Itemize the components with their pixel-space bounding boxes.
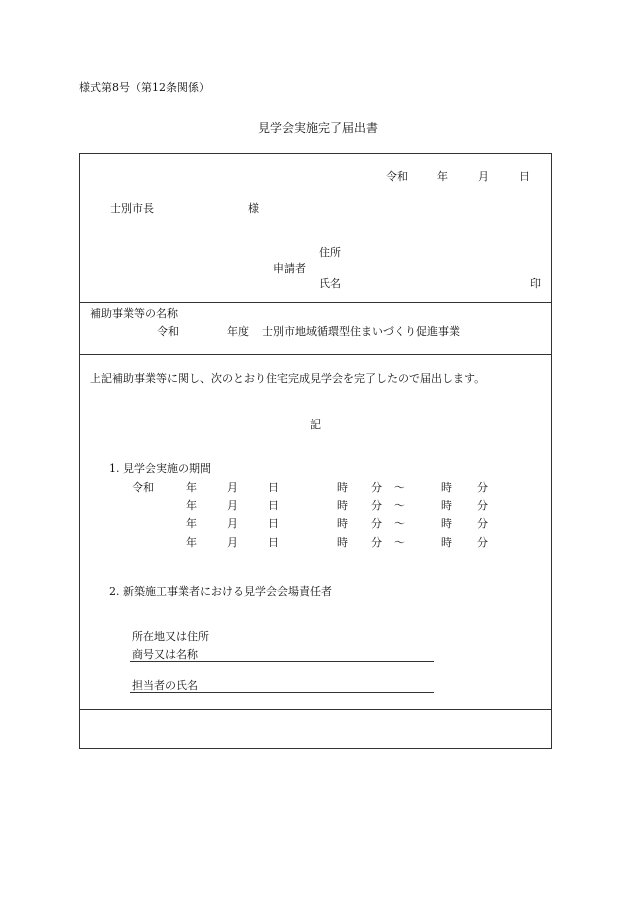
period-minute-end: 分 xyxy=(477,517,488,530)
date-month: 月 xyxy=(478,170,489,183)
divider-project xyxy=(79,354,552,355)
period-minute-end: 分 xyxy=(477,481,488,494)
period-month: 月 xyxy=(227,499,238,512)
location-label: 所在地又は住所 xyxy=(132,630,209,643)
divider-header xyxy=(79,302,552,303)
company-label: 商号又は名称 xyxy=(132,648,198,661)
period-day: 日 xyxy=(268,481,279,494)
addressee-honorific: 様 xyxy=(248,202,259,215)
project-label: 補助事業等の名称 xyxy=(90,307,178,320)
section1-heading: 1. 見学会実施の期間 xyxy=(109,462,211,475)
date-era: 令和 xyxy=(386,170,408,183)
project-fiscal-year: 年度 xyxy=(227,325,249,338)
period-year: 年 xyxy=(186,499,197,512)
section2-heading: 2. 新築施工事業者における見学会会場責任者 xyxy=(109,585,332,598)
applicant-seal: 印 xyxy=(530,277,541,290)
document-title: 見学会実施完了届出書 xyxy=(258,121,379,135)
period-minute-end: 分 xyxy=(477,536,488,549)
period-minute-start: 分 xyxy=(371,536,382,549)
period-year: 年 xyxy=(186,536,197,549)
person-label: 担当者の氏名 xyxy=(132,679,198,692)
period-day: 日 xyxy=(268,536,279,549)
period-hour-start: 時 xyxy=(337,517,348,530)
period-hour-end: 時 xyxy=(441,481,452,494)
period-tilde: ～ xyxy=(394,517,405,530)
period-minute-end: 分 xyxy=(477,499,488,512)
ki-heading: 記 xyxy=(310,418,321,431)
period-month: 月 xyxy=(227,517,238,530)
company-underline xyxy=(130,661,434,662)
period-hour-start: 時 xyxy=(337,499,348,512)
addressee-mayor: 士別市長 xyxy=(110,202,154,215)
applicant-label: 申請者 xyxy=(273,262,306,275)
period-hour-end: 時 xyxy=(441,517,452,530)
period-month: 月 xyxy=(227,481,238,494)
project-name: 士別市地域循環型住まいづくり促進事業 xyxy=(262,325,460,338)
period-minute-start: 分 xyxy=(371,481,382,494)
period-day: 日 xyxy=(268,499,279,512)
applicant-address-label: 住所 xyxy=(319,246,341,259)
date-day: 日 xyxy=(519,170,530,183)
period-minute-start: 分 xyxy=(371,499,382,512)
applicant-name-label: 氏名 xyxy=(319,277,341,290)
period-tilde: ～ xyxy=(394,481,405,494)
period-hour-start: 時 xyxy=(337,536,348,549)
person-underline xyxy=(130,692,434,693)
period-month: 月 xyxy=(227,536,238,549)
date-year: 年 xyxy=(437,170,448,183)
project-era: 令和 xyxy=(157,325,179,338)
period-tilde: ～ xyxy=(394,536,405,549)
period-hour-end: 時 xyxy=(441,499,452,512)
period-year: 年 xyxy=(186,517,197,530)
period-hour-start: 時 xyxy=(337,481,348,494)
period-year: 年 xyxy=(186,481,197,494)
period-day: 日 xyxy=(268,517,279,530)
period-hour-end: 時 xyxy=(441,536,452,549)
divider-footer xyxy=(79,709,552,710)
period-minute-start: 分 xyxy=(371,517,382,530)
period-tilde: ～ xyxy=(394,499,405,512)
period-era: 令和 xyxy=(132,481,154,494)
statement-text: 上記補助事業等に関し、次のとおり住宅完成見学会を完了したので届出します。 xyxy=(90,372,486,385)
form-number: 様式第8号（第12条関係） xyxy=(79,81,210,94)
